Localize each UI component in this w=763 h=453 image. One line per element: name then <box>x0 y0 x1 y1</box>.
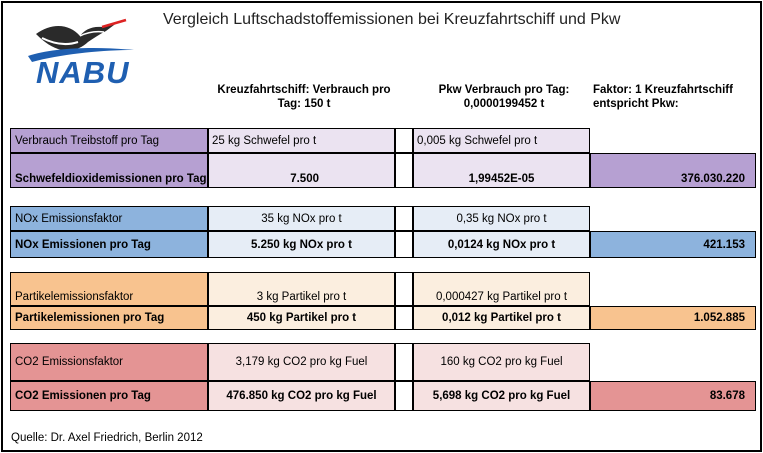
cell-ship-value: 25 kg Schwefel pro t <box>208 128 395 153</box>
cell-ship-value: 450 kg Partikel pro t <box>208 306 395 330</box>
cell-car-value: 160 kg CO2 pro kg Fuel <box>413 343 590 381</box>
cell-ship-value: 35 kg NOx pro t <box>208 206 395 231</box>
cell-factor-value: 83.678 <box>590 381 756 411</box>
row-label: NOx Emissionsfaktor <box>10 206 208 231</box>
cell-factor-value: 376.030.220 <box>590 153 756 188</box>
header-ship: Kreuzfahrtschiff: Verbrauch pro Tag: 150 t <box>217 84 391 110</box>
source-note: Quelle: Dr. Axel Friedrich, Berlin 2012 <box>11 432 203 444</box>
row-label: NOx Emissionen pro Tag <box>10 231 208 258</box>
row-label: Partikelemissionsfaktor <box>10 272 208 306</box>
cell-factor-value: 421.153 <box>590 231 756 258</box>
cell-car-value: 0,012 kg Partikel pro t <box>413 306 590 330</box>
cell-car-value: 0,0124 kg NOx pro t <box>413 231 590 258</box>
cell-ship-value: 3 kg Partikel pro t <box>208 272 395 306</box>
header-factor: Faktor: 1 Kreuzfahrtschiff entspricht Pkw: <box>593 84 733 110</box>
cell-car-value: 0,005 kg Schwefel pro t <box>413 128 590 153</box>
cell-car-value: 5,698 kg CO2 pro kg Fuel <box>413 381 590 411</box>
row-label: Schwefeldioxidemissionen pro Tag <box>10 153 208 188</box>
cell-factor-value: 1.052.885 <box>590 306 756 330</box>
row-label: Partikelemissionen pro Tag <box>10 306 208 330</box>
cell-ship-value: 476.850 kg CO2 pro kg Fuel <box>208 381 395 411</box>
spacer-cell <box>395 231 413 258</box>
header-car: Pkw Verbrauch pro Tag: 0,0000199452 t <box>438 84 570 110</box>
spacer-cell <box>395 343 413 381</box>
cell-ship-value: 3,179 kg CO2 pro kg Fuel <box>208 343 395 381</box>
cell-car-value: 1,99452E-05 <box>413 153 590 188</box>
spacer-cell <box>395 153 413 188</box>
cell-ship-value: 7.500 <box>208 153 395 188</box>
cell-car-value: 0,35 kg NOx pro t <box>413 206 590 231</box>
row-label: CO2 Emissionsfaktor <box>10 343 208 381</box>
spacer-cell <box>395 306 413 330</box>
cell-ship-value: 5.250 kg NOx pro t <box>208 231 395 258</box>
spacer-cell <box>395 381 413 411</box>
nabu-logo-text: NABU <box>36 55 130 90</box>
row-label: CO2 Emissionen pro Tag <box>10 381 208 411</box>
page-title: Vergleich Luftschadstoffemissionen bei Kreuzfahrtschiff und Pkw <box>163 11 621 28</box>
spacer-cell <box>395 206 413 231</box>
row-label: Verbrauch Treibstoff pro Tag <box>10 128 208 153</box>
spacer-cell <box>395 128 413 153</box>
cell-car-value: 0,000427 kg Partikel pro t <box>413 272 590 306</box>
spacer-cell <box>395 272 413 306</box>
